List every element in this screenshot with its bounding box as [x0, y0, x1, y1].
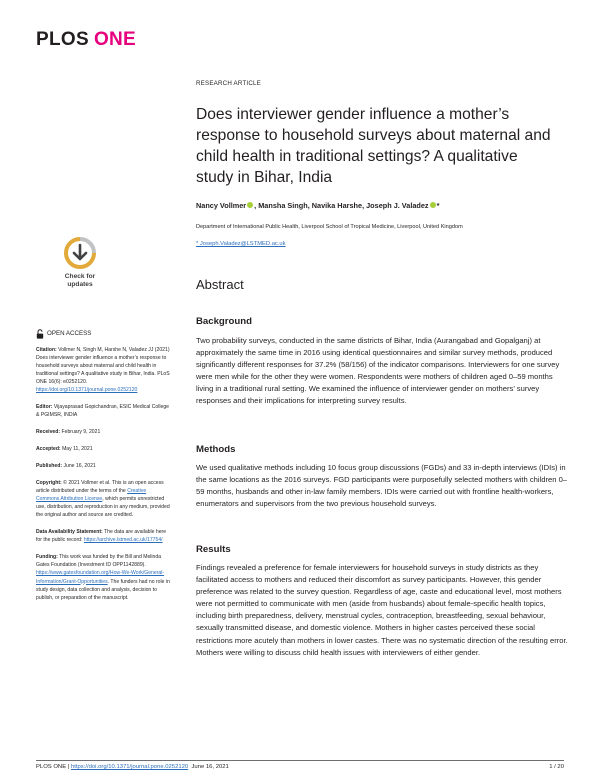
author-name[interactable]: Navika Harshe	[311, 201, 363, 210]
logo-plos: PLOS	[36, 29, 89, 50]
funding-block: Funding: This work was funded by the Bill and Melinda Gates Foundation (Investment ID OPP1142889). https://www.gatesfoundation.org/How-We-Work/General-Information/Grant-Opportunities. The funders had no role in study design, data collection and analysis, decision to publish, or preparation of the manuscript.	[36, 554, 170, 601]
footer-journal: PLOS ONE	[36, 764, 67, 770]
page-footer: PLOS ONE | https://doi.org/10.1371/journal.pone.0252120 June 16, 2021 1 / 20	[36, 764, 564, 770]
abstract-heading: Abstract	[196, 277, 244, 292]
page-number: 1 / 20	[549, 764, 564, 770]
badge-line1: Check for	[64, 273, 96, 280]
check-for-updates-icon	[61, 237, 99, 289]
author-name[interactable]: Nancy Vollmer	[196, 201, 247, 210]
logo-one: ONE	[93, 29, 137, 50]
footer-date: June 16, 2021	[191, 764, 229, 770]
received-block: Received: February 9, 2021	[36, 429, 101, 436]
affiliation: Department of International Public Health, Liverpool School of Tropical Medicine, Liverpool, United Kingdom	[196, 224, 463, 230]
results-text: Findings revealed a preference for female interviewers for household surveys in study districts as they facilitated access to mothers and reduced their discomfort as survey participants. However, this gender preference was related to the survey question. Regardless of age, caste and educational level, most mothers were not permitted to communicate with men (aside from husbands) about female-specific health topics, including birth preparedness, delivery, menstrual cycles, contraception, breastfeeding, sexual behaviour, sexually transmitted disease, and domestic violence. Mothers in higher castes perceived these social restrictions more acutely than mothers in lower castes. There was no systematic direction of the resulting error. Mothers were willing to discuss child health issues with interviewers of either gender.	[196, 563, 568, 657]
orcid-icon[interactable]	[430, 202, 436, 208]
background-heading: Background	[196, 316, 252, 327]
data-link[interactable]: https://archive.lstmed.ac.uk/17754/	[83, 537, 163, 544]
citation-block: Citation: Vollmer N, Singh M, Harshe N, Valadez JJ (2021) Does interviewer gender influence a mother’s response to household surveys about maternal and child health in traditional settings? A qualitative study in Bihar, India. PLoS ONE 16(6): e0252120. https://doi.org/10.1371/journal.pone.0252120	[36, 347, 170, 394]
license-link[interactable]: Creative Commons Attribution License	[36, 488, 147, 503]
background-text: Two probability surveys, conducted in the same districts of Bihar, India (Aurangabad and Gopalganj) at approximately the same time in 2016 using identical questionnaires and similar survey methods, produced significantly different responses for 37.2% (58/156) of the indicator comparisons. Interviewers for one survey were men while for the other they were women. Respondents were mothers of children aged 0–59 months living in a traditional rural setting. We examined the influence of interviewer gender on mothers’ survey responses and their implications for interpreting survey results.	[196, 336, 560, 406]
published-block: Published: June 16, 2021	[36, 463, 96, 470]
journal-logo	[36, 29, 136, 51]
open-lock-icon	[36, 329, 44, 339]
data-availability-block: Data Availability Statement: The data are available here for the public record: https://archive.lstmed.ac.uk/17754/	[36, 529, 167, 544]
orcid-icon[interactable]	[247, 202, 253, 208]
footer-doi-link[interactable]: https://doi.org/10.1371/journal.pone.0252120	[70, 764, 189, 770]
copyright-block: Copyright: © 2021 Vollmer et al. This is an open access article distributed under the terms of the Creative Commons Attribution License, which permits unrestricted use, distribution, and reproduction in any medium, provided the original author and source are credited.	[36, 480, 170, 519]
badge-line2: updates	[67, 281, 93, 288]
methods-text: We used qualitative methods including 10 focus group discussions (FGDs) and 33 in-depth interviews (IDIs) in the same locations as the 2016 surveys. FGD participants were purposefully selected mothers with children 0–59 months, husbands and other in-law family members. IDIs were carried out with frontline health-workers, enumerators and supervisors from the two previous household surveys.	[196, 463, 568, 509]
article-title: Does interviewer gender influence a mother’s response to household surveys about maternal and child health in traditional settings? A qualitative study in Bihar, India	[196, 106, 551, 186]
author-list: Nancy Vollmer , Mansha Singh, Navika Harshe, Joseph J. Valadez *	[196, 201, 440, 210]
methods-heading: Methods	[196, 444, 236, 455]
funding-link[interactable]: https://www.gatesfoundation.org/How-We-Work/General-Information/Grant-Opportunities	[36, 570, 165, 585]
accepted-block: Accepted: May 11, 2021	[36, 446, 93, 453]
results-heading: Results	[196, 544, 231, 555]
corresponding-mark: *	[436, 201, 440, 210]
footer-divider	[36, 760, 564, 761]
editor-block: Editor: Vijayaprasad Gopichandran, ESIC Medical College & PGIMSR, INDIA	[36, 404, 169, 419]
open-access-row	[36, 329, 170, 339]
article-type: RESEARCH ARTICLE	[196, 80, 261, 87]
author-name[interactable]: Mansha Singh	[258, 201, 308, 210]
open-access-label: OPEN ACCESS	[47, 329, 92, 337]
corresponding-email-link[interactable]: * Joseph.Valadez@LSTMED.ac.uk	[196, 241, 286, 247]
citation-doi-link[interactable]: https://doi.org/10.1371/journal.pone.0252120	[36, 387, 138, 394]
author-name[interactable]: Joseph J. Valadez	[366, 201, 429, 210]
article-info-sidebar	[36, 329, 170, 611]
check-for-updates-badge[interactable]	[61, 237, 99, 289]
